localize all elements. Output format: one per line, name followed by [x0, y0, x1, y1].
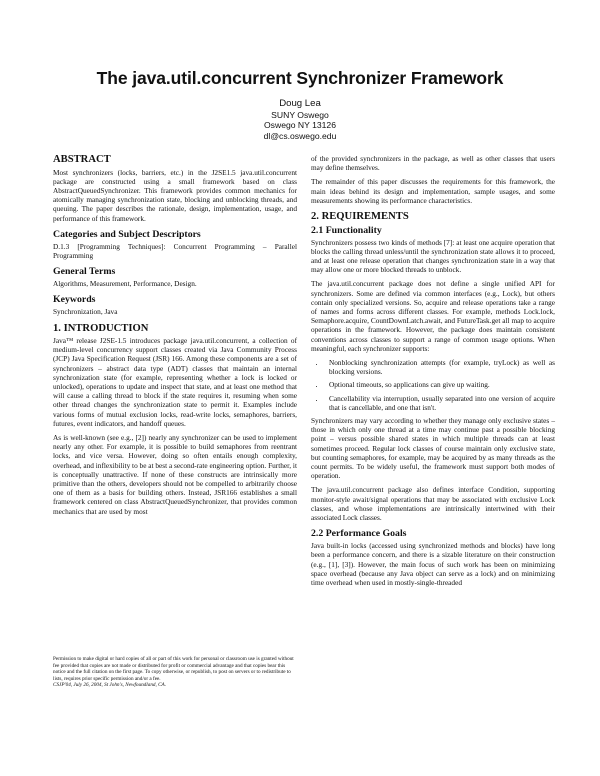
list-item: • Cancellability via interruption, usually separated into one version of acquire that is cancellable, and one that isn't.	[325, 394, 555, 412]
list-item: • Nonblocking synchronization attempts (for example, tryLock) as well as blocking versions.	[325, 358, 555, 376]
author-block	[0, 98, 600, 141]
performance-goals-heading: 2.2 Performance Goals	[311, 528, 407, 540]
intro-paragraph-2: As is well-known (see e.g., [2]) nearly any synchronizer can be used to implement nearly any other. For example, it is possible to build semaphores from reentrant locks, and vice versa. However, doing so often entails enough complexity, overhead, and inflexibility to be at best a second-rate engineering option. Further, it is conceptually unattractive. If none of these constructs are intrinsically more primitive than the others, developers should not be compelled to arbitrarily choose one of them as a basis for building others. Instead, JSR166 establishes a small framework centered on class AbstractQueuedSynchronizer, that provides common mechanics that are used by most	[53, 433, 297, 516]
venue-text: CSJP'04, July 26, 2004, St John's, Newfoundland, CA.	[53, 682, 167, 689]
general-terms-text: Algorithms, Measurement, Performance, Design.	[53, 279, 197, 289]
list-item: • Optional timeouts, so applications can give up waiting.	[325, 380, 555, 389]
categories-heading: Categories and Subject Descriptors	[53, 228, 201, 240]
requirements-heading: 2. REQUIREMENTS	[311, 211, 409, 223]
continued-paragraph: of the provided synchronizers in the package, as well as other classes that users may define themselves.	[311, 154, 555, 173]
left-column	[53, 154, 297, 516]
paper-title: The java.util.concurrent Synchronizer Framework	[96, 68, 504, 88]
remainder-paragraph: The remainder of this paper discusses the requirements for this framework, the main ideas behind its design and implementation, sample usages, and some measurements showing its performance characteristics.	[311, 177, 555, 205]
categories-text: D.1.3 [Programming Techniques]: Concurrent Programming – Parallel Programming	[53, 241, 297, 260]
functionality-heading: 2.1 Functionality	[311, 224, 382, 236]
abstract-heading: ABSTRACT	[53, 154, 111, 165]
intro-paragraph-1: Java™ release J2SE-1.5 introduces package java.util.concurrent, a collection of medium-level concurrency support classes created via Java Community Process (JCP) Java Specification Request (JSR) 166. Among these components are a set of synchronizers – abstract data type (ADT) classes that maintain an internal synchronization state (for example, representing whether a lock is locked or unlocked), operations to update and inspect that state, and at least one method that will cause a calling thread to block if the state requires it, resuming when some other thread changes the synchronization state to permit it. Examples include various forms of mutual exclusion locks, read-write locks, semaphores, barriers, futures, event indicators, and handoff queues.	[53, 336, 297, 428]
functionality-paragraph-3: Synchronizers may vary according to whether they manage only exclusive states – those in which only one thread at a time may continue past a possible blocking point – versus possible shared states in which multiple threads can at least sometimes proceed. Regular lock classes of course maintain only exclusive state, but counting semaphores, for example, may be acquired by as many threads as the count permits. To be widely useful, the framework must support both modes of operation.	[311, 415, 555, 481]
keywords-heading: Keywords	[53, 294, 96, 306]
functionality-paragraph-2: The java.util.concurrent package does not define a single unified API for synchronizers. Some are defined via common interfaces (e.g., Lock), but others contain only specialized versions. So, acquire and release operations take a range of names and forms across different classes. For example, methods Lock.lock, Semaphore.acquire, CountDownLatch.await, and FutureTask.get all map to acquire operations in the framework. However, the package does maintain consistent conventions across classes to support a range of common usage options. When meaningful, each synchronizer supports:	[311, 279, 555, 353]
keywords-text: Synchronization, Java	[53, 307, 118, 317]
performance-paragraph-1: Java built-in locks (accessed using synchronized methods and blocks) have long been a performance concern, and there is a sizable literature on their construction (e.g., [1], [3]). However, the main focus of such work has been on minimizing space overhead (because any Java object can serve as a lock) and on minimizing time overhead when used in mostly-single-threaded	[311, 541, 555, 588]
supports-list	[311, 358, 555, 412]
author-email: dl@cs.oswego.edu	[263, 130, 337, 141]
author-name: Doug Lea	[279, 98, 321, 109]
functionality-paragraph-4: The java.util.concurrent package also defines interface Condition, supporting monitor-style await/signal operations that may be associated with exclusive Lock classes, and whose implementations are intrinsically intertwined with their associated Lock classes.	[311, 485, 555, 522]
author-affiliation: SUNY Oswego	[271, 109, 329, 120]
abstract-text: Most synchronizers (locks, barriers, etc.) in the J2SE1.5 java.util.concurrent package are constructed using a small framework based on class AbstractQueuedSynchronizer. This framework provides common mechanics for atomically managing synchronization state, blocking and unblocking threads, and queuing. The paper describes the rationale, design, implementation, usage, and performance of this framework.	[53, 167, 297, 223]
right-column	[311, 154, 555, 587]
permission-footnote	[53, 656, 297, 689]
permission-text: Permission to make digital or hard copies of all or part of this work for personal or classroom use is granted without fee provided that copies are not made or distributed for profit or commercial advantage and that copies bear this notice and the full citation on the first page. To copy otherwise, or republish, to post on servers or to redistribute to lists, requires prior specific permission and/or a fee.	[53, 656, 294, 682]
introduction-heading: 1. INTRODUCTION	[53, 322, 149, 334]
general-terms-heading: General Terms	[53, 266, 116, 278]
functionality-paragraph-1: Synchronizers possess two kinds of methods [7]: at least one acquire operation that blocks the calling thread unless/until the synchronization state allows it to proceed, and at least one release operation that changes synchronization state in a way that may allow one or more blocked threads to unblock.	[311, 237, 555, 275]
author-address: Oswego NY 13126	[264, 120, 336, 131]
